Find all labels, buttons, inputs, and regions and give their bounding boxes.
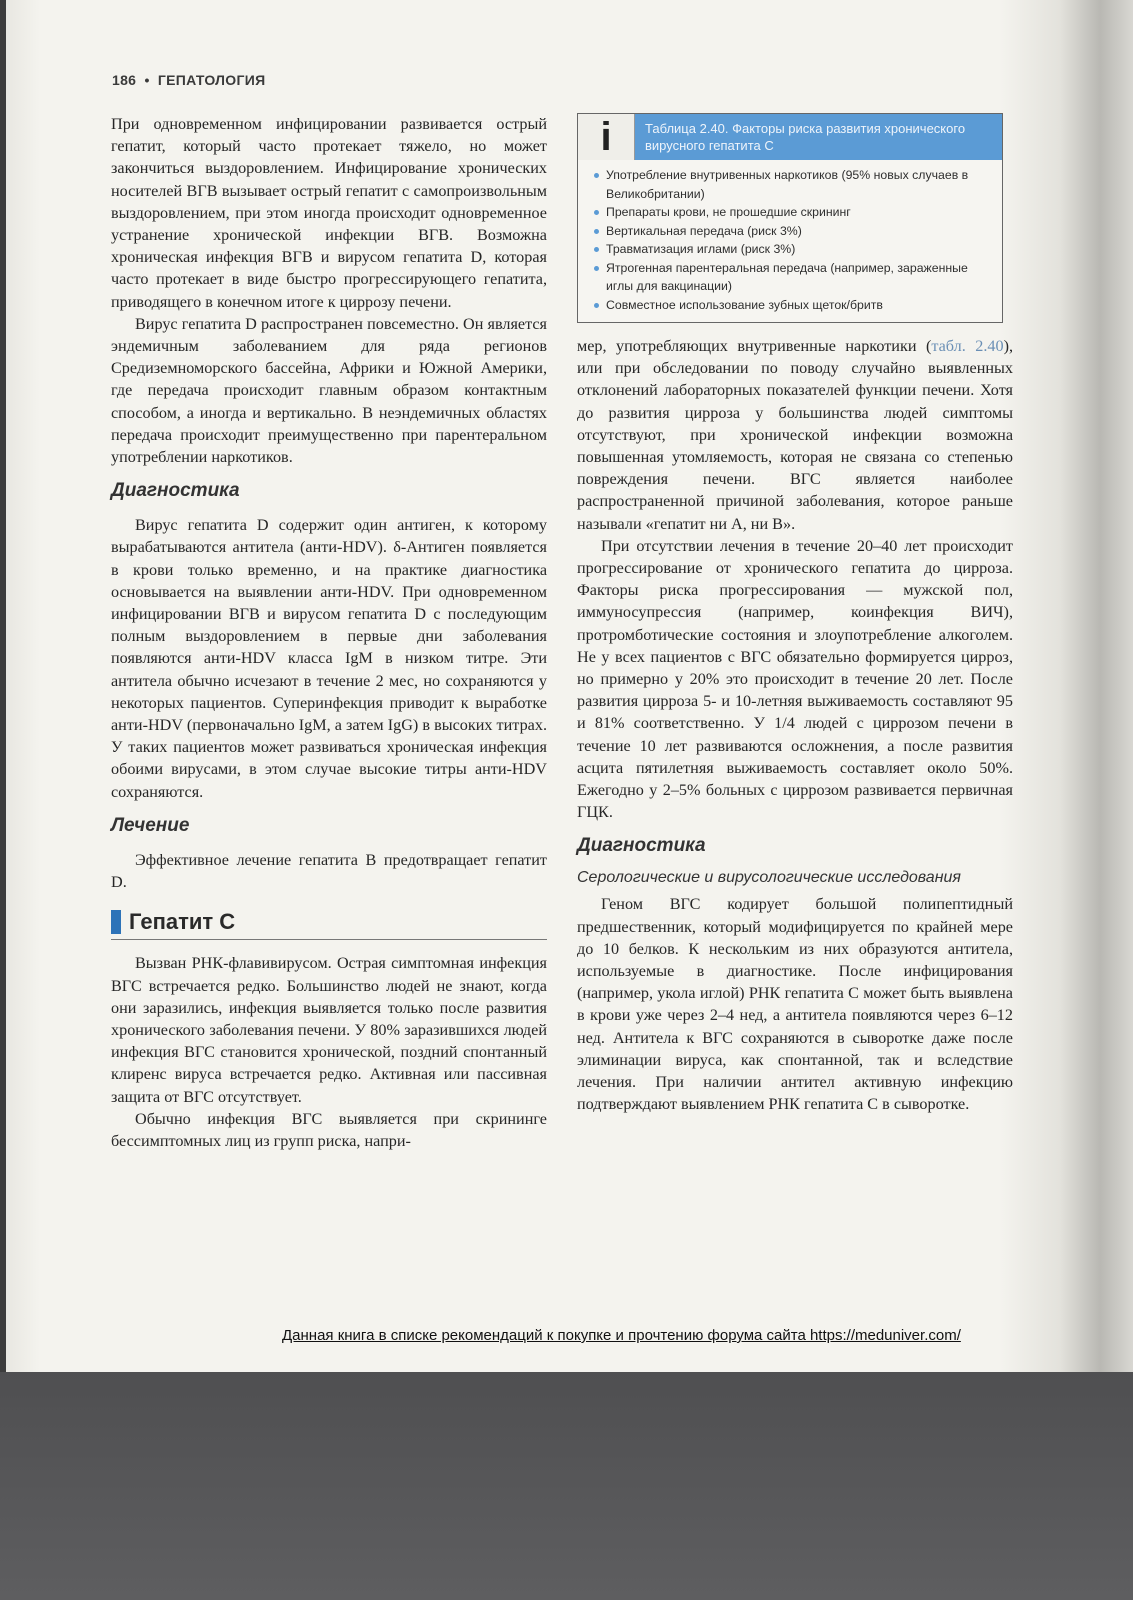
right-column xyxy=(577,113,1013,1116)
heading-diagnostics: Диагностика xyxy=(577,835,706,857)
heading-hepatitis-c-label: Гепатит C xyxy=(129,909,236,935)
risk-factor-list xyxy=(578,160,1002,322)
footer-link[interactable]: Данная книга в списке рекомендаций к покупке и прочтению форума сайта https://meduniver.com/ xyxy=(282,1327,961,1344)
paragraph: При отсутствии лечения в течение 20–40 лет происходит прогрессирование от хронического гепатита до цирроза. Факторы риска прогрессирования — мужской пол, иммуносупрессия (например, коинфекция ВИЧ), протромботические состояния и злоупотребление алкоголем. Не у всех пациентов с ВГС обязательно формируется цирроз, но примерно у 20% это происходит в течение 20 лет. После развития цирроза 5- и 10-летняя выживаемость составляют 95 и 81% соответственно. У 1/4 людей с циррозом печени в течение 10 лет развиваются осложнения, а после развития асцита пятилетняя выживаемость составляет около 50%. Ежегодно у 2–5% больных с циррозом развивается первичная ГЦК. xyxy=(577,536,1013,822)
list-item: Ятрогенная парентеральная передача (например, зараженные иглы для вакцинации) xyxy=(592,259,992,296)
paragraph: Вирус гепатита D содержит один антиген, к которому вырабатываются антитела (анти-HDV). δ-Антиген появляется в крови только временно, и на практике диагностика основывается на выявлении анти-HDV. При одновременном инфицировании ВГВ и вирусом гепатита D с последующим полным выздоровлением в первые дни заболевания появляются анти-HDV класса IgM в низком титре. Эти антитела обычно исчезают в течение 2 мес, но сохраняются у некоторых пациентов. Суперинфекция приводит к выработке анти-HDV (первоначально IgM, а затем IgG) в высоких титрах. У таких пациентов может развиваться хроническая инфекция обоими вирусами, в этом случае высокие титры анти-HDV сохраняются. xyxy=(111,516,547,801)
section-marker-bar xyxy=(111,910,121,934)
paragraph: Геном ВГС кодирует большой полипептидный предшественник, который модифицируется по крайней мере до 10 белков. К нескольким из них образуются антитела, используемые в диагностике. После инфицирования (например, укола иглой) РНК гепатита C может быть выявлена в крови уже через 2–4 нед, а антитела появляются через 6–12 нед. Антитела к ВГС сохраняются в сыворотке даже после элиминации вируса, как спонтанной, так и вследствие лечения. При наличии антител активную инфекцию подтверждают выявлением РНК гепатита C в сыворотке. xyxy=(577,895,1013,1114)
table-title: Таблица 2.40. Факторы риска развития хронического вирусного гепатита C xyxy=(635,114,1002,160)
page-number: 186 xyxy=(112,72,137,88)
heading-serology: Серологические и вирусологические исследования xyxy=(577,869,961,887)
list-item: Употребление внутривенных наркотиков (95% новых случаев в Великобритании) xyxy=(592,166,992,203)
heading-diagnostics: Диагностика xyxy=(111,480,240,502)
table-reference-link[interactable]: табл. 2.40 xyxy=(931,337,1004,355)
paragraph: При одновременном инфицировании развивается острый гепатит, который часто протекает тяжело, но может закончиться выздоровлением. Инфицирование хронических носителей ВГВ вызывает острый гепатит с самопроизвольным выздоровлением, при этом иногда происходит одновременное устранение хронической инфекции ВГВ. Возможна хроническая инфекция ВГВ и вирусом гепатита D, которая часто протекает в виде быстро прогрессирующего гепатита, приводящего в конечном итоге к циррозу печени. xyxy=(111,115,547,311)
paragraph: Вирус гепатита D распространен повсеместно. Он является эндемичным заболеванием для ряда регионов Средиземноморского бассейна, Африки и Южной Америки, где передача происходит главным образом контактным способом, а иногда и вертикально. В неэндемичных областях передача происходит преимущественно при парентеральном употреблении наркотиков. xyxy=(111,314,547,467)
paragraph: мер, употребляющих внутривенные наркотики (табл. 2.40), или при обследовании по поводу случайно выявленных отклонений лабораторных показателей функции печени. Хотя до развития цирроза у большинства людей симптомы отсутствуют, при хронической инфекции возможна повышенная утомляемость, которая не связана со степенью повреждения печени. ВГС является наиболее распространенной причиной заболевания, которое раньше называли «гепатит ни A, ни B». xyxy=(577,337,1013,533)
heading-hepatitis-c xyxy=(111,909,547,940)
paragraph: Эффективное лечение гепатита B предотвращает гепатит D. xyxy=(111,850,547,892)
header-bullet: • xyxy=(144,72,150,88)
paragraph: Вызван РНК-флавивирусом. Острая симптомная инфекция ВГС встречается редко. Большинство людей не знают, когда они заразились, инфекция выявляется только после развития хронического заболевания печени. У 80% заразившихся людей инфекция ВГС становится хронической, поздний спонтанный клиренс вируса встречается редко. Активная или пассивная защита от ВГС отсутствует. xyxy=(111,954,547,1106)
info-table-box xyxy=(577,113,1003,323)
page-edge-shadow xyxy=(0,0,6,1372)
heading-treatment: Лечение xyxy=(111,814,190,836)
running-header xyxy=(112,72,265,88)
section-title: ГЕПАТОЛОГИЯ xyxy=(157,72,266,88)
list-item: Совместное использование зубных щеток/бритв xyxy=(592,296,992,315)
list-item: Травматизация иглами (риск 3%) xyxy=(592,240,992,259)
paragraph: Обычно инфекция ВГС выявляется при скрининге бессимптомных лиц из групп риска, напри- xyxy=(111,1109,547,1150)
list-item: Препараты крови, не прошедшие скрининг xyxy=(592,203,992,222)
scanner-background xyxy=(0,1372,1133,1600)
left-column xyxy=(111,113,547,1152)
info-icon: i xyxy=(578,114,635,160)
list-item: Вертикальная передача (риск 3%) xyxy=(592,222,992,241)
